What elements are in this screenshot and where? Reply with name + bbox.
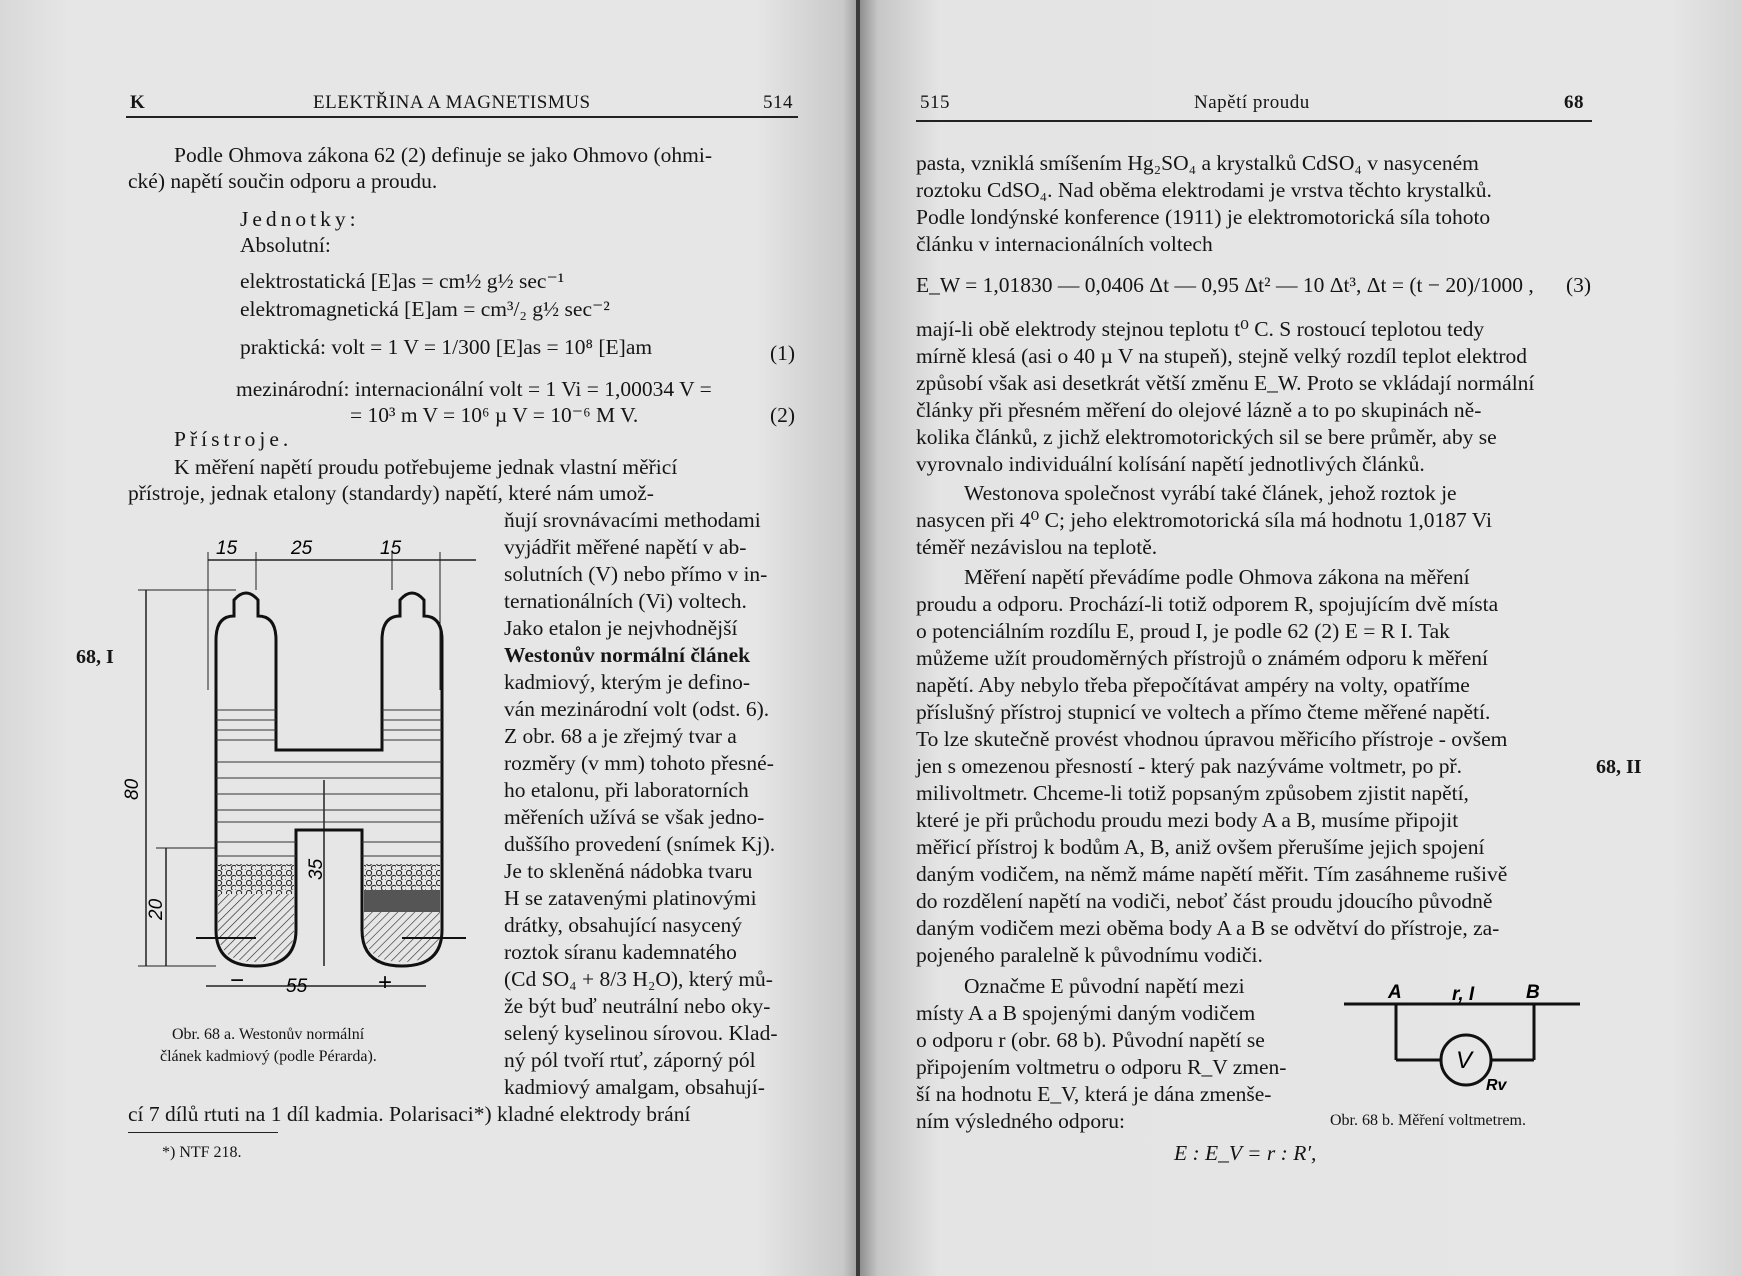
section-number: 68 [1564,92,1584,113]
margin-tag: 68, I [76,646,114,668]
paragraph-line: Westonova společnost vyrábí také článek, jehož roztok je [964,481,1457,505]
paragraph-line: vyrovnalo individuální kolísání napětí jednotlivých článků. [916,452,1425,476]
paragraph-line: mírně klesá (asi o 40 µ V na stupeň), stejně velký rozdíl teplot elektrod [916,344,1528,368]
paragraph-line: způsobí však asi desetkrát větší změnu E_W. Proto se vkládají normální [916,371,1535,395]
paragraph-line: pojeného paralelně k původnímu vodiči. [916,943,1263,967]
column-line: solutních (V) nebo přímo v in- [504,562,768,586]
weston-cell-drawing [122,530,486,1000]
header-rule [916,120,1592,122]
dim-label: 15 [216,538,238,559]
paragraph-line: jen s omezenou přesností - který pak nazýváme voltmetr, po př. [916,754,1463,778]
column-line: kadmiový amalgam, obsahují- [504,1075,765,1099]
running-head: ELEKTŘINA A MAGNETISMUS [313,92,591,113]
paragraph-line: proudu a odporu. Prochází-li totiž odporem R, spojujícím dvě místa [916,592,1499,616]
running-head: Napětí proudu [1194,92,1310,113]
dim-label: 20 [146,898,167,920]
paragraph-line: milivoltmetr. Chceme-li totiž popsaným způsobem zjistit napětí, [916,781,1469,805]
paragraph-line: ší na hodnotu E_V, která je dána zmenše- [916,1082,1272,1106]
paragraph-line: roztoku CdSO₄. Nad oběma elektrodami je vrstva těchto krystalků. [916,178,1492,202]
column-line: H se zatavenými platinovými [504,886,757,910]
unit-international: mezinárodní: internacionální volt = 1 Vi = 1,00034 V = [236,377,712,401]
paragraph-line: které je při průchodu proudu mezi body A a B, musíme připojit [916,808,1459,832]
voltmeter-label: V [1456,1047,1473,1074]
paragraph-line: kolika článků, z jichž elektromotorických sil se bere průměr, aby se [916,425,1497,449]
left-page [0,0,860,1276]
margin-tag: 68, II [1596,756,1642,778]
point-b-label: B [1526,982,1540,1003]
header-rule [126,116,798,118]
paragraph-line: cí 7 dílů rtuti na 1 díl kadmia. Polarisaci*) kladné elektrody brání [128,1102,691,1126]
column-line: (Cd SO₄ + 8/3 H₂O), který mů- [504,967,773,991]
equation-number: (2) [770,403,796,427]
paragraph-line: o potenciálním rozdílu E, proud I, je podle 62 (2) E = R I. Tak [916,619,1450,643]
plus-sign: + [378,969,393,996]
unit-electromagnetic: elektromagnetická [E]am = cm³/₂ g½ sec⁻² [240,297,610,321]
paragraph-line: napětí. Aby nebylo třeba přepočítávat ampéry na volty, opatříme [916,673,1470,697]
point-a-label: A [1388,982,1402,1003]
column-line: roztok síranu kademnatého [504,940,737,964]
column-line: vyjádřit měřené napětí v ab- [504,535,747,559]
figure-caption: Obr. 68 a. Westonův normální [172,1026,365,1043]
paragraph-line: měřicí přístroj k bodům A, B, aniž ovšem přerušíme jejich spojení [916,835,1485,859]
paragraph-line: můžeme užít proudoměrných přístrojů o známém odporu k měření [916,646,1488,670]
figure-caption: Obr. 68 b. Měření voltmetrem. [1330,1112,1526,1129]
paragraph-line: do rozdělení napětí na vodiči, neboť část proudu jdoucího původně [916,889,1493,913]
figure-caption: článek kadmiový (podle Pérarda). [160,1048,377,1065]
paragraph-line: připojením voltmetru o odporu R_V zmen- [916,1055,1287,1079]
paragraph-line: mají-li obě elektrody stejnou teplotu t⁰ C. S rostoucí teplotou tedy [916,317,1485,341]
column-line: ternationálních (Vi) voltech. [504,589,747,613]
footnote: *) NTF 218. [162,1144,242,1161]
resistance-label: r, I [1452,984,1475,1005]
paragraph-line: Podle londýnské konference (1911) je elektromotorická síla tohoto [916,205,1491,229]
intro-line: cké) napětí součin odporu a proudu. [128,169,438,193]
column-line: drátky, obsahující nasycený [504,913,743,937]
dim-label: 80 [122,778,143,800]
paragraph-line: příslušný přístroj stupnicí ve voltech a přímo čteme měřené napětí. [916,700,1491,724]
unit-practical: praktická: volt = 1 V = 1/300 [E]as = 10⁸ [E]am [240,335,653,359]
column-line: ho etalonu, při laboratorních [504,778,749,802]
instruments-heading: Přístroje. [174,427,293,451]
paragraph-line: K měření napětí proudu potřebujeme jednak vlastní měřicí [174,455,678,479]
column-line: selený kyselinou sírovou. Klad- [504,1021,778,1045]
paragraph-line: přístroje, jednak etalony (standardy) napětí, které nám umož- [128,481,654,505]
figure-weston-cell [122,530,486,1000]
unit-electrostatic: elektrostatická [E]as = cm½ g½ sec⁻¹ [240,269,565,293]
column-line: že být buď neutrální nebo oky- [504,994,771,1018]
dim-label: 55 [286,976,308,997]
ratio-equation: E : E_V = r : R′, [1174,1141,1317,1165]
equation-number: (1) [770,341,796,365]
column-line: Jako etalon je nejvhodnější [504,616,738,640]
paragraph-line: články při přesném měření do olejové lázně a to po skupinách ně- [916,398,1482,422]
column-line: Je to skleněná nádobka tvaru [504,859,753,883]
page-number: 514 [763,92,793,113]
paragraph-line: Měření napětí převádíme podle Ohmova zákona na měření [964,565,1470,589]
column-line: ván mezinárodní volt (odst. 6). [504,697,770,721]
right-page [860,0,1742,1276]
minus-sign: − [230,967,245,994]
units-heading: Jednotky: [240,207,360,231]
equation-number: (3) [1566,273,1592,297]
formula: E_W = 1,01830 — 0,0406 Δt — 0,95 Δt² — 10 Δt³, Δt = (t − 20)/1000 , [916,273,1534,297]
column-line: Westonův normální článek [504,643,751,667]
voltmeter-circuit [1338,978,1588,1098]
column-line: duššího provedení (snímek Kj). [504,832,776,856]
column-line: měřeních užívá se však jedno- [504,805,765,829]
paragraph-line: článku v internacionálních voltech [916,232,1213,256]
column-line: ňují srovnávacími methodami [504,508,761,532]
column-line: rozměry (v mm) tohoto přesné- [504,751,774,775]
paragraph-line: ním výsledného odporu: [916,1109,1126,1133]
section-letter: K [130,92,146,113]
footnote-rule [128,1132,278,1133]
paragraph-line: téměř nezávislou na teplotě. [916,535,1158,559]
figure-voltmeter [1338,978,1588,1098]
paragraph-line: pasta, vzniklá smíšením Hg₂SO₄ a krystalků CdSO₄ v nasyceném [916,151,1479,175]
paragraph-line: To lze skutečně provést vhodnou úpravou měřicího přístroje - ovšem [916,727,1508,751]
paragraph-line: Označme E původní napětí mezi [964,974,1245,998]
paragraph-line: místy A a B spojenými daným vodičem [916,1001,1256,1025]
paragraph-line: nasycen při 4⁰ C; jeho elektromotorická síla má hodnotu 1,0187 Vi [916,508,1492,532]
units-absolute: Absolutní: [240,233,331,257]
column-line: ný pól tvoří rtuť, záporný pól [504,1048,756,1072]
unit-international: = 10³ m V = 10⁶ µ V = 10⁻⁶ M V. [350,403,639,427]
intro-line: Podle Ohmova zákona 62 (2) definuje se jako Ohmovo (ohmi- [174,143,712,167]
dim-label: 35 [306,858,327,880]
paragraph-line: daným vodičem, na němž máme napětí měřit. Tím zasáhneme rušivě [916,862,1508,886]
column-line: kadmiový, kterým je defino- [504,670,750,694]
paragraph-line: o odporu r (obr. 68 b). Původní napětí se [916,1028,1265,1052]
dim-label: 25 [291,538,313,559]
voltmeter-resistance-label: Rv [1486,1077,1507,1094]
column-line: Z obr. 68 a je zřejmý tvar a [504,724,737,748]
page-number: 515 [920,92,950,113]
dim-label: 15 [380,538,402,559]
paragraph-line: daným vodičem mezi oběma body A a B se odvětví do přístroje, za- [916,916,1500,940]
